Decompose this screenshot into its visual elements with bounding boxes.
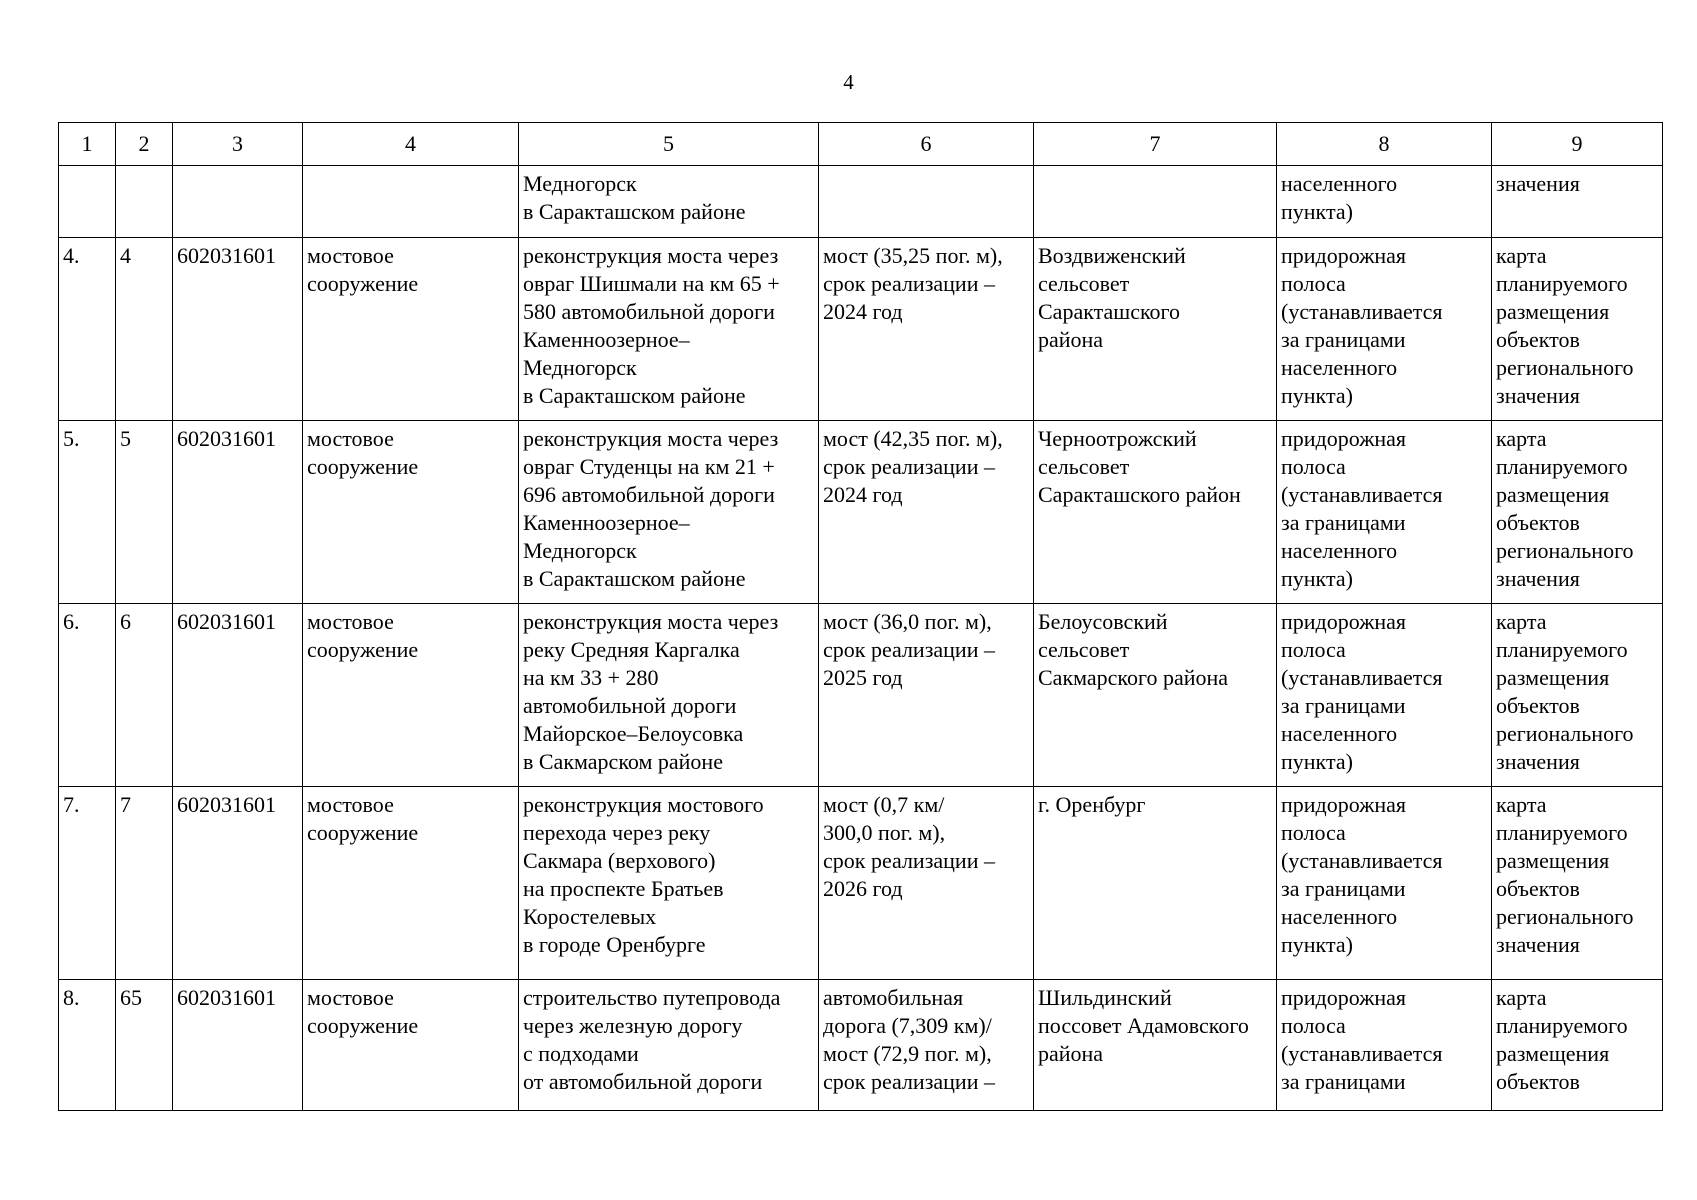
table-cell — [1492, 604, 1663, 787]
cell-text: реконструкция моста через овраг Студенцы на км 21 + 696 автомобильной дороги Каменноозерное– Медногорск в Саракташском районе — [523, 426, 779, 591]
table-cell — [819, 166, 1034, 238]
table-cell — [1492, 238, 1663, 421]
table-cell — [59, 238, 116, 421]
cell-text: автомобильная дорога (7,309 км)/ мост (72,9 пог. м), срок реализации – — [823, 985, 995, 1094]
cell-text: мостовое сооружение — [307, 985, 419, 1038]
table-cell — [519, 238, 819, 421]
table-cell — [1034, 980, 1277, 1111]
cell-text: реконструкция мостового перехода через реку Сакмара (верхового) на проспекте Братьев Коростелевых в городе Оренбурге — [523, 792, 764, 957]
table-cell — [1277, 604, 1492, 787]
table-cell — [173, 166, 303, 238]
column-header-7: 7 — [1034, 123, 1277, 166]
cell-text: карта планируемого размещения объектов регионального значения — [1496, 426, 1634, 591]
column-header-5: 5 — [519, 123, 819, 166]
table-cell — [819, 980, 1034, 1111]
cell-text: мостовое сооружение — [307, 609, 419, 662]
table-cell — [519, 787, 819, 980]
table-cell — [819, 238, 1034, 421]
cell-text: придорожная полоса (устанавливается за границами населенного пункта) — [1281, 609, 1443, 774]
header-row — [59, 123, 1663, 166]
cell-text: мост (35,25 пог. м), срок реализации – 2024 год — [823, 243, 1003, 324]
objects-table — [58, 122, 1663, 1111]
table-row — [59, 604, 1663, 787]
table-cell — [303, 166, 519, 238]
table-cell — [116, 980, 173, 1111]
cell-text: мост (42,35 пог. м), срок реализации – 2024 год — [823, 426, 1003, 507]
table-cell — [116, 238, 173, 421]
cell-text: 602031601 — [177, 426, 276, 451]
table-cell — [59, 787, 116, 980]
cell-text: значения — [1496, 171, 1580, 196]
table-cell — [1492, 787, 1663, 980]
table-cell — [1034, 421, 1277, 604]
column-header-6: 6 — [819, 123, 1034, 166]
cell-text: придорожная полоса (устанавливается за границами населенного пункта) — [1281, 243, 1443, 408]
table-cell — [1277, 238, 1492, 421]
table-cell — [1034, 166, 1277, 238]
table-row — [59, 421, 1663, 604]
cell-text: придорожная полоса (устанавливается за границами — [1281, 985, 1443, 1094]
cell-text: населенного пункта) — [1281, 171, 1398, 224]
table-cell — [59, 421, 116, 604]
table-cell — [173, 980, 303, 1111]
cell-text: реконструкция моста через овраг Шишмали на км 65 + 580 автомобильной дороги Каменноозерное– Медногорск в Саракташском районе — [523, 243, 780, 408]
table-cell — [1277, 421, 1492, 604]
cell-text: 7. — [63, 792, 80, 817]
table-cell — [519, 980, 819, 1111]
page-number: 4 — [843, 70, 854, 94]
column-header-1: 1 — [59, 123, 116, 166]
cell-text: строительство путепровода через железную дорогу с подходами от автомобильной дороги — [523, 985, 781, 1094]
table-cell — [1277, 787, 1492, 980]
table-cell — [1492, 421, 1663, 604]
cell-text: мостовое сооружение — [307, 243, 419, 296]
cell-text: 5. — [63, 426, 80, 451]
cell-text: 65 — [120, 985, 142, 1010]
cell-text: 4 — [120, 243, 131, 268]
table-cell — [1277, 980, 1492, 1111]
cell-text: Медногорск в Саракташском районе — [523, 171, 746, 224]
table-row — [59, 980, 1663, 1111]
table-cell — [173, 787, 303, 980]
table-cell — [1492, 166, 1663, 238]
cell-text: мостовое сооружение — [307, 792, 419, 845]
table-cell — [59, 604, 116, 787]
cell-text: придорожная полоса (устанавливается за границами населенного пункта) — [1281, 792, 1443, 957]
table-cell — [59, 980, 116, 1111]
table-cell — [303, 421, 519, 604]
table-cell — [173, 604, 303, 787]
table-cell — [116, 166, 173, 238]
table-cell — [173, 421, 303, 604]
cell-text: Черноотрожский сельсовет Саракташского район — [1038, 426, 1241, 507]
table-cell — [819, 421, 1034, 604]
cell-text: 7 — [120, 792, 131, 817]
table-cell — [116, 604, 173, 787]
cell-text: 602031601 — [177, 792, 276, 817]
cell-text: 602031601 — [177, 985, 276, 1010]
cell-text: карта планируемого размещения объектов — [1496, 985, 1628, 1094]
cell-text: 602031601 — [177, 609, 276, 634]
column-header-4: 4 — [303, 123, 519, 166]
cell-text: 6 — [120, 609, 131, 634]
table-cell — [1034, 604, 1277, 787]
table-row — [59, 787, 1663, 980]
cell-text: 5 — [120, 426, 131, 451]
cell-text: 6. — [63, 609, 80, 634]
table-cell — [116, 421, 173, 604]
table-cell — [303, 787, 519, 980]
table-cell — [303, 980, 519, 1111]
cell-text: придорожная полоса (устанавливается за границами населенного пункта) — [1281, 426, 1443, 591]
table-cell — [303, 604, 519, 787]
table-cell — [303, 238, 519, 421]
table-cell — [1034, 238, 1277, 421]
cell-text: карта планируемого размещения объектов регионального значения — [1496, 609, 1634, 774]
cell-text: Белоусовский сельсовет Сакмарского района — [1038, 609, 1229, 690]
cell-text: карта планируемого размещения объектов регионального значения — [1496, 792, 1634, 957]
cell-text: Воздвиженский сельсовет Саракташского района — [1038, 243, 1186, 352]
table-cell — [519, 421, 819, 604]
cell-text: Шильдинский поссовет Адамовского района — [1038, 985, 1249, 1066]
column-header-2: 2 — [116, 123, 173, 166]
column-header-8: 8 — [1277, 123, 1492, 166]
table-cell — [1034, 787, 1277, 980]
cell-text: 4. — [63, 243, 80, 268]
column-header-3: 3 — [173, 123, 303, 166]
table-cell — [1492, 980, 1663, 1111]
table-cell — [173, 238, 303, 421]
table-cell — [519, 604, 819, 787]
cell-text: мостовое сооружение — [307, 426, 419, 479]
table-cell — [519, 166, 819, 238]
table-cell — [819, 787, 1034, 980]
table-cell — [1277, 166, 1492, 238]
cell-text: мост (36,0 пог. м), срок реализации – 2025 год — [823, 609, 995, 690]
table-cell — [819, 604, 1034, 787]
cell-text: мост (0,7 км/ 300,0 пог. м), срок реализации – 2026 год — [823, 792, 995, 901]
table-cell — [59, 166, 116, 238]
cell-text: 8. — [63, 985, 80, 1010]
table-row — [59, 238, 1663, 421]
cell-text: карта планируемого размещения объектов регионального значения — [1496, 243, 1634, 408]
table-row — [59, 166, 1663, 238]
cell-text: реконструкция моста через реку Средняя Каргалка на км 33 + 280 автомобильной дороги Майорское–Белоусовка в Сакмарском районе — [523, 609, 779, 774]
cell-text: 602031601 — [177, 243, 276, 268]
cell-text: г. Оренбург — [1038, 792, 1146, 817]
column-header-9: 9 — [1492, 123, 1663, 166]
table-cell — [116, 787, 173, 980]
